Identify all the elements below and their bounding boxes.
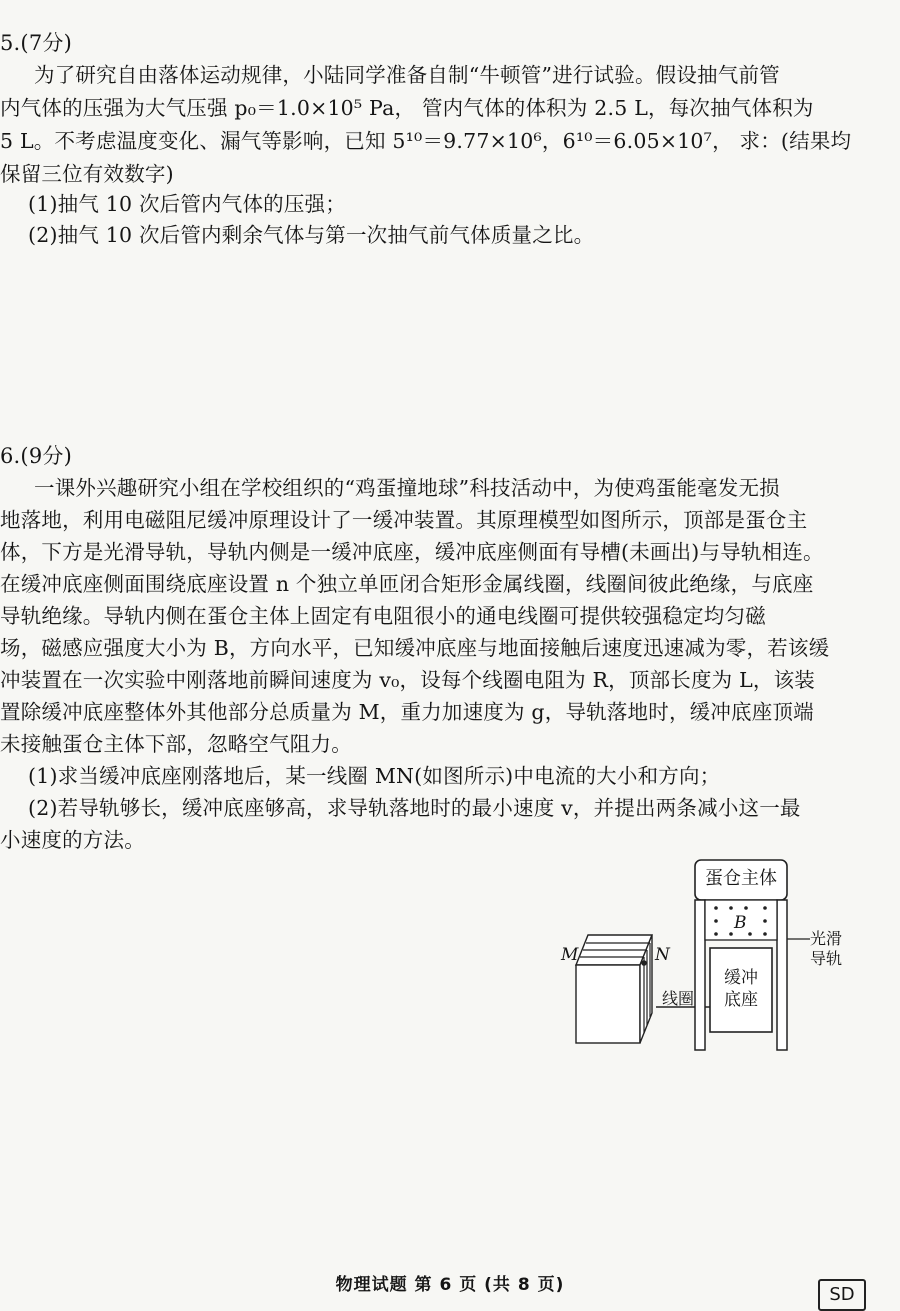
field-label-b: B: [734, 913, 747, 933]
q15-line-3: [0, 126, 851, 156]
rail-label: [810, 929, 842, 969]
rail-label-line-1: 光滑: [810, 929, 843, 948]
q15-part-2: (2)抽气 10 次后管内剩余气体与第一次抽气前气体质量之比。: [28, 223, 595, 247]
buffer-base-label-line-1: 缓冲: [724, 968, 758, 988]
buffer-base-label-line-2: 底座: [724, 990, 758, 1010]
right-rail: [777, 900, 787, 1050]
q15-p0-formula: p₀＝1.0×10⁵ Pa，: [234, 96, 416, 120]
q15-line-1: 为了研究自由落体运动规律，小陆同学准备自制“牛顿管”进行试验。假设抽气前管: [34, 63, 780, 87]
q16-line-3: 体，下方是光滑导轨，导轨内侧是一缓冲底座，缓冲底座侧面有导槽(未画出)与导轨相连。: [0, 540, 824, 564]
q16-line-9: 未接触蛋仓主体下部，忽略空气阻力。: [0, 732, 352, 756]
q16-heading: 6.(9分): [0, 444, 72, 468]
q16-line-8: 置除缓冲底座整体外其他部分总质量为 M，重力加速度为 g，导轨落地时，缓冲底座顶端: [0, 700, 814, 724]
point-n: [641, 960, 647, 966]
buffer-base-label: [710, 967, 772, 1011]
page-footer: 物理试题 第 6 页 (共 8 页): [335, 1275, 565, 1295]
coil-stack-front: [576, 965, 640, 1043]
q15-line-2-tail: 管内气体的体积为 2.5 L，每次抽气体积为: [421, 96, 814, 120]
egg-chamber-label: 蛋仓主体: [705, 868, 777, 889]
label-m: M: [561, 945, 579, 965]
q15-line-3-tail: 求：(结果均: [739, 129, 852, 153]
q15-part-1: (1)抽气 10 次后管内气体的压强；: [28, 192, 346, 216]
q15-line-3-text: 5 L。不考虑温度变化、漏气等影响，已知: [0, 129, 386, 153]
left-rail: [695, 900, 705, 1050]
q15-facts: 5¹⁰＝9.77×10⁶，6¹⁰＝6.05×10⁷，: [392, 129, 733, 153]
q15-heading: 5.(7分): [0, 31, 72, 55]
rail-label-line-2: 导轨: [810, 949, 843, 968]
label-n: N: [655, 945, 670, 965]
q15-line-4: 保留三位有效数字): [0, 162, 174, 186]
q16-line-5: 导轨绝缘。导轨内侧在蛋仓主体上固定有电阻很小的通电线圈可提供较强稳定均匀磁: [0, 604, 766, 628]
q15-line-2-text: 内气体的压强为大气压强: [0, 96, 228, 120]
q16-line-7: 冲装置在一次实验中刚落地前瞬间速度为 v₀，设每个线圈电阻为 R，顶部长度为 L，该装: [0, 668, 815, 692]
q16-part-2-tail: 小速度的方法。: [0, 828, 145, 852]
coil-stack: [576, 935, 652, 1043]
buffer-device-figure: [560, 855, 860, 1059]
q16-part-2: (2)若导轨够长，缓冲底座够高，求导轨落地时的最小速度 v，并提出两条减小这一最: [28, 796, 801, 820]
coil-label: 线圈: [662, 989, 695, 1008]
q16-line-1: 一课外兴趣研究小组在学校组织的“鸡蛋撞地球”科技活动中，为使鸡蛋能毫发无损: [34, 476, 780, 500]
q15-line-2: [0, 93, 814, 123]
q16-line-2: 地落地，利用电磁阻尼缓冲原理设计了一缓冲装置。其原理模型如图所示，顶部是蛋仓主: [0, 508, 808, 532]
q16-line-4: 在缓冲底座侧面围绕底座设置 n 个独立单匝闭合矩形金属线圈，线圈间彼此绝缘，与底座: [0, 572, 814, 596]
sd-badge: SD: [818, 1279, 866, 1311]
q16-line-6: 场，磁感应强度大小为 B，方向水平，已知缓冲底座与地面接触后速度迅速减为零，若该缓: [0, 636, 830, 660]
q16-part-1: (1)求当缓冲底座刚落地后，某一线圈 MN(如图所示)中电流的大小和方向；: [28, 764, 721, 788]
